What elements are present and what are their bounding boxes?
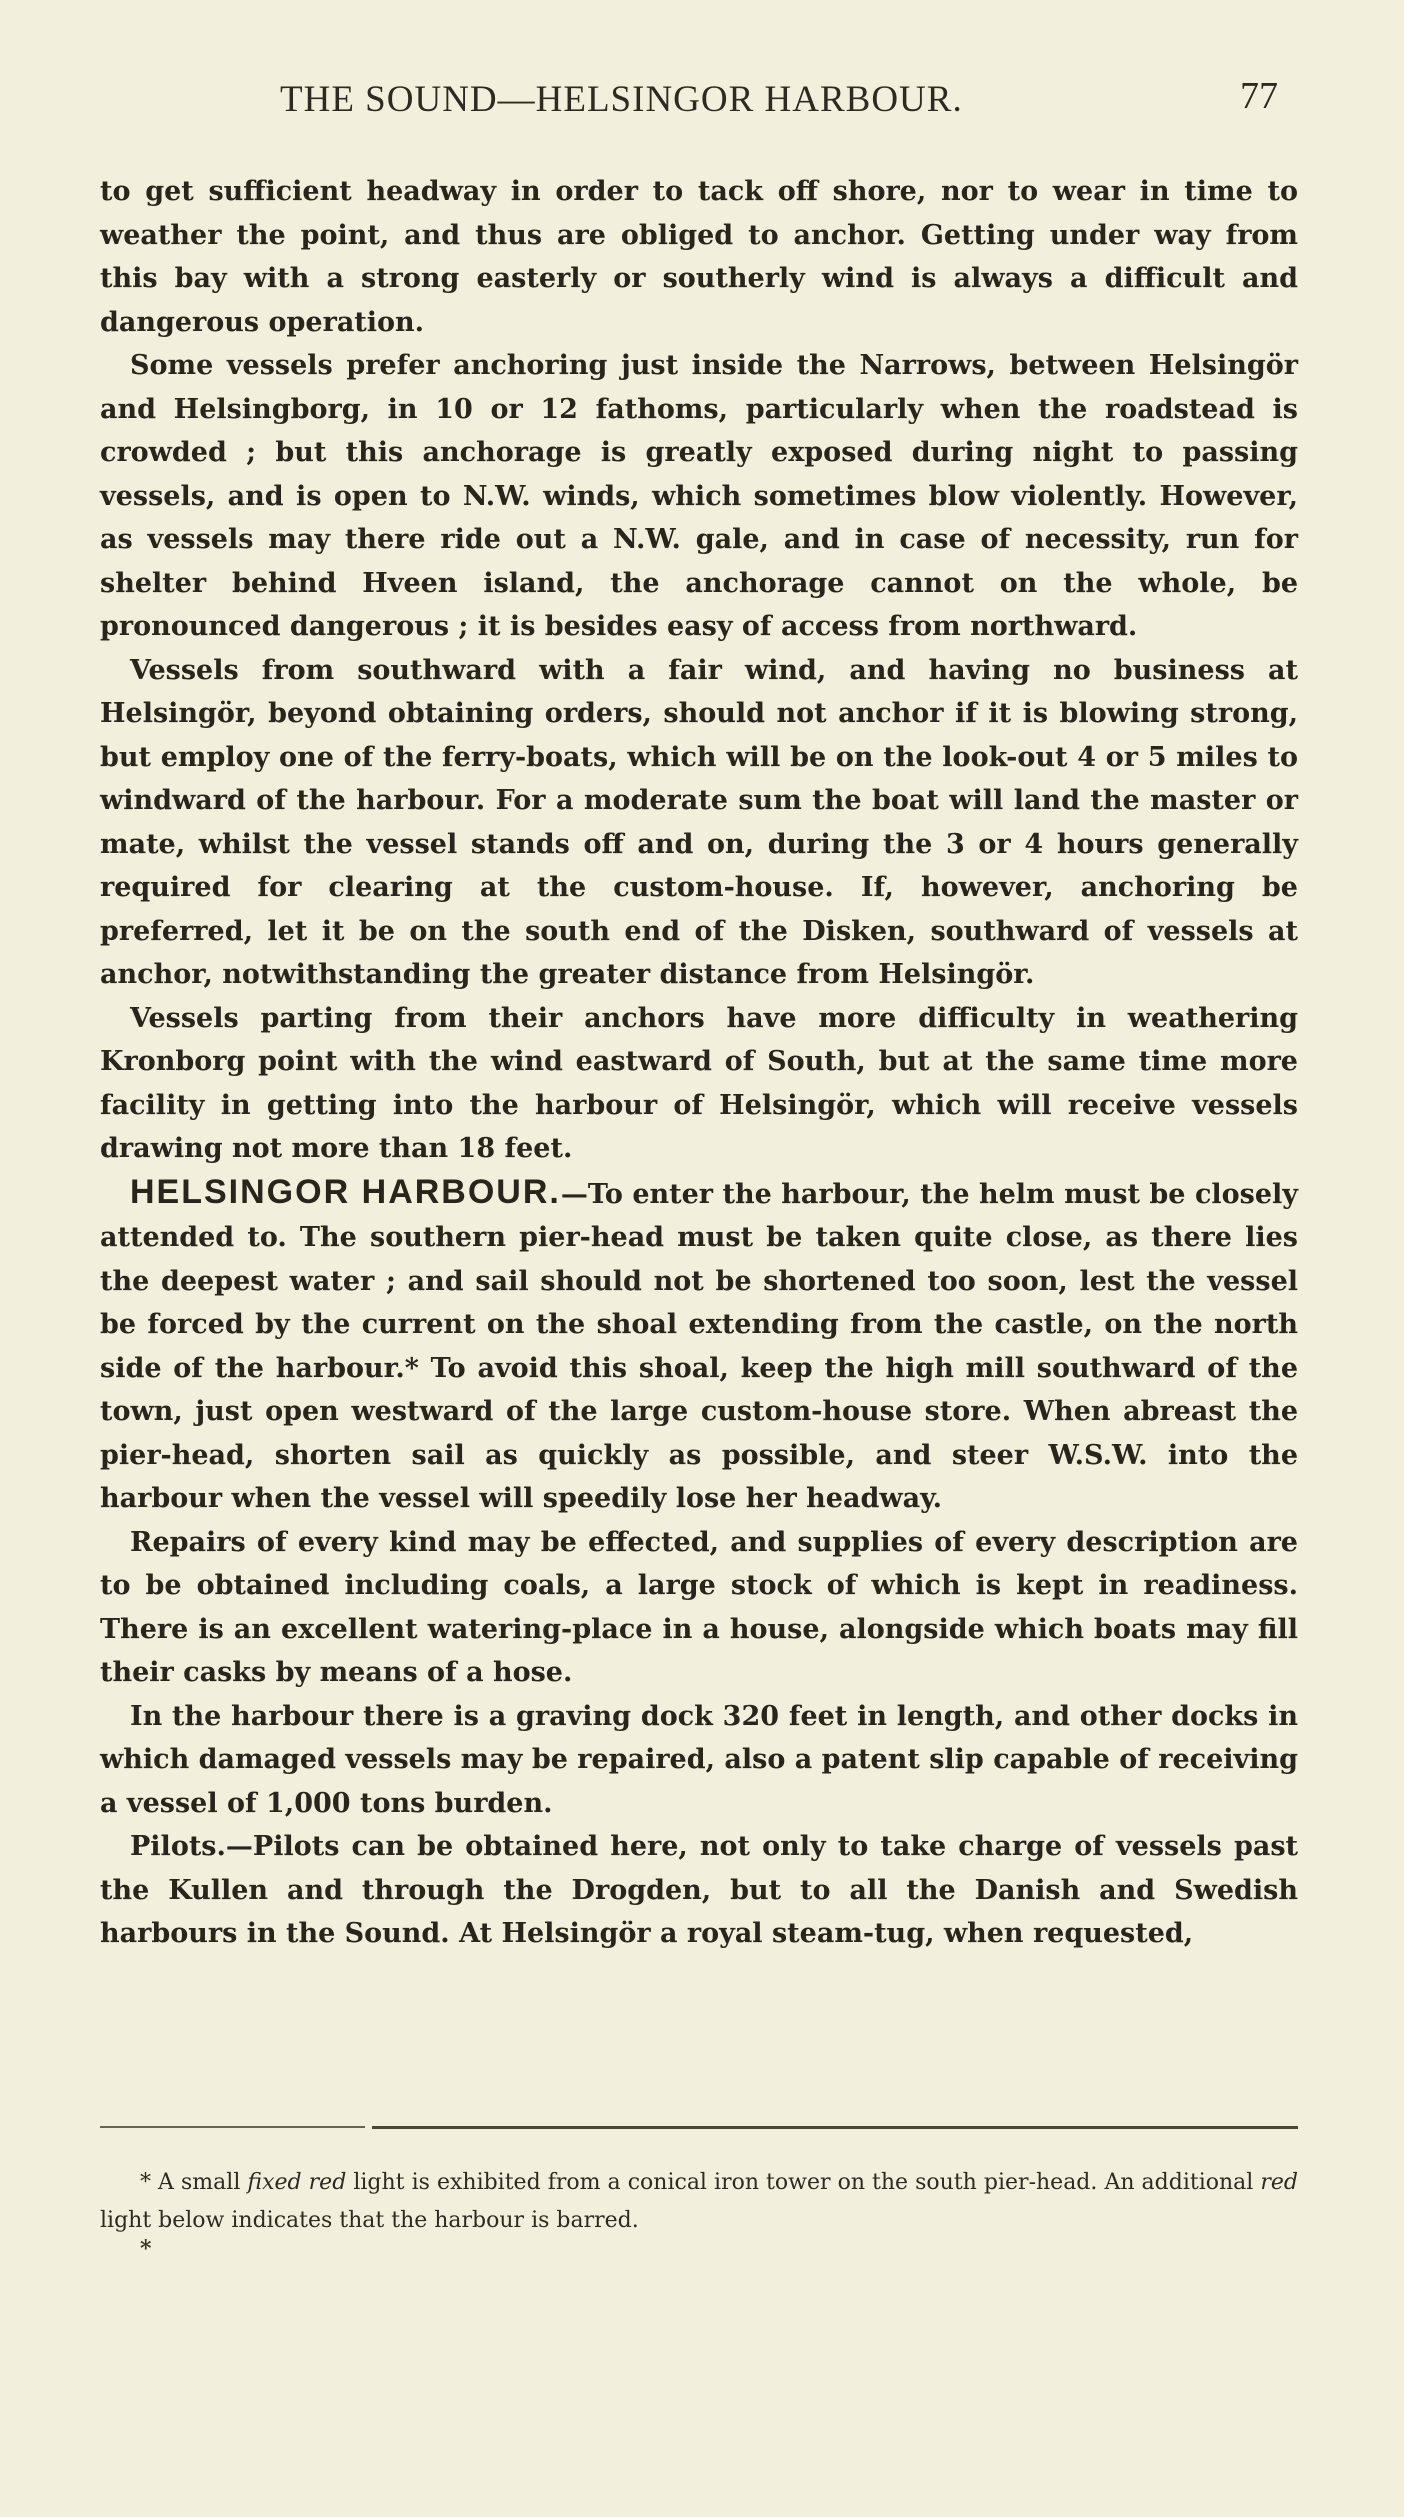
paragraph-3: Vessels from southward with a fair wind, and having no business at Helsingör, beyond obtaining orders, should not anchor if it is blowing strong, but employ one of the ferry-boats, which will be on the look-out 4 or 5 miles to windward of the harbour. For a moderate sum the boat will land the master or mate, whilst the vessel stands off and on, during the 3 or 4 hours generally required for clearing at the custom-house. If, however, anchoring be preferred, let it be on the south end of the Disken, southward of vessels at anchor, notwithstanding the greater distance from Helsingör. bbox=[100, 654, 1298, 990]
paragraph-8 bbox=[100, 1825, 1298, 1956]
paragraph-2: Some vessels prefer anchoring just inside the Narrows, between Helsingör and Helsingborg, in 10 or 12 fathoms, particularly when the roadstead is crowded ; but this anchorage is greatly exposed during night to passing vessels, and is open to N.W. winds, which sometimes blow violently. However, as vessels may there ride out a N.W. gale, and in case of necessity, run for shelter behind Hveen island, the anchorage cannot on the whole, be pronounced dangerous ; it is besides easy of access from northward. bbox=[100, 350, 1298, 642]
paragraph-4: Vessels parting from their anchors have more difficulty in weathering Kronborg point with the wind eastward of South, but at the same time more facility in getting into the harbour of Helsingör, which will receive vessels drawing not more than 18 feet. bbox=[100, 1002, 1298, 1164]
section-heading-pilots: Pilots. bbox=[130, 1831, 226, 1862]
footnote bbox=[100, 2164, 1298, 2240]
body-text bbox=[100, 170, 1298, 1956]
paragraph-7: In the harbour there is a graving dock 320 feet in length, and other docks in which damaged vessels may be repaired, also a patent slip capable of receiving a vessel of 1,000 tons burden. bbox=[100, 1700, 1298, 1819]
footnote-red: red bbox=[1260, 2170, 1299, 2195]
footnote-fixed-red: fixed red bbox=[247, 2170, 347, 2195]
footnote-part-2: light is exhibited from a conical iron tower on the south pier-head. An additional bbox=[346, 2170, 1261, 2195]
paragraph-5-text: —To enter the harbour, the helm must be closely attended to. The southern pier-head must be taken quite close, as there lies the deepest water ; and sail should not be shortened too soon, lest the vessel be forced by the current on the shoal extending from the castle, on the north side of the harbour.* To avoid this shoal, keep the high mill southward of the town, just open westward of the large custom-house store. When abreast the pier-head, shorten sail as quickly as possible, and steer W.S.W. into the harbour when the vessel will speedily lose her headway. bbox=[100, 1178, 1298, 1514]
footnote-text bbox=[100, 2164, 1298, 2240]
stray-asterisk: * bbox=[140, 2236, 152, 2262]
footnote-part-3: light below indicates that the harbour is barred. bbox=[100, 2208, 639, 2233]
section-heading-helsingor-harbour: HELSINGOR HARBOUR. bbox=[130, 1172, 561, 1211]
running-head: THE SOUND—HELSINGOR HARBOUR. bbox=[280, 79, 963, 120]
footnote-marker: * A small bbox=[140, 2170, 248, 2195]
paragraph-6: Repairs of every kind may be effected, and supplies of every description are to be obtained including coals, a large stock of which is kept in readiness. There is an excellent watering-place in a house, alongside which boats may fill their casks by means of a hose. bbox=[100, 1526, 1298, 1688]
paragraph-1: to get sufficient headway in order to tack off shore, nor to wear in time to weather the point, and thus are obliged to anchor. Getting under way from this bay with a strong easterly or southerly wind is always a difficult and dangerous operation. bbox=[100, 176, 1298, 338]
paragraph-8-text: —Pilots can be obtained here, not only to take charge of vessels past the Kullen and through the Drogden, but to all the Danish and Swedish harbours in the Sound. At Helsingör a royal steam-tug, when requested, bbox=[100, 1831, 1298, 1949]
paragraph-5 bbox=[100, 1171, 1298, 1521]
page-number: 77 bbox=[1240, 75, 1278, 117]
footnote-rule bbox=[372, 2126, 1298, 2129]
footnote-rule-short bbox=[100, 2126, 365, 2128]
